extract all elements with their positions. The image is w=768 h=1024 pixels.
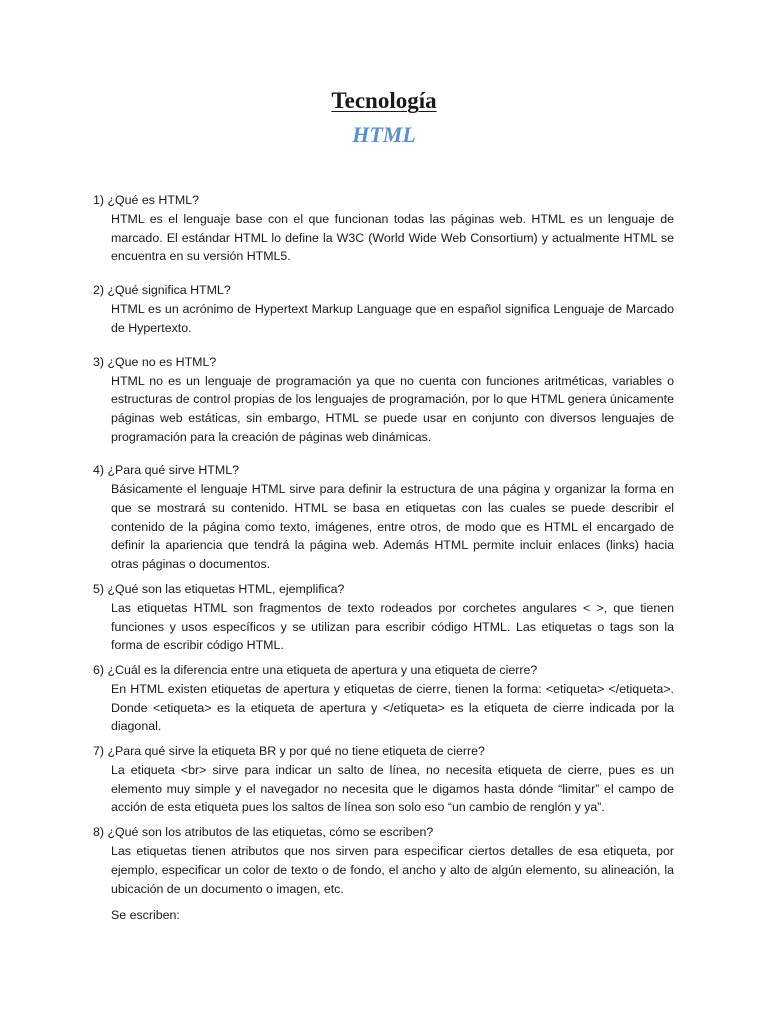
qa-item-1	[93, 191, 674, 266]
question-text: 8) ¿Qué son los atributos de las etiquetas, cómo se escriben?	[93, 825, 434, 840]
answer-text: La etiqueta <br> sirve para indicar un salto de línea, no necesita etiqueta de cierre, pues es un elemento muy simple y el navegador no necesita que le digamos hasta dónde “limitar” el campo de acción de esta etiqueta pues los saltos de línea son solo eso “un cambio de renglón y ya”.	[111, 763, 674, 815]
answer-text: Las etiquetas tienen atributos que nos sirven para especificar ciertos detalles de esa etiqueta, por ejemplo, especificar un color de texto o de fondo, el ancho y alto de algún elemento, su alineación, la ubicación de un documento o imagen, etc.	[111, 844, 674, 896]
question-text: 3) ¿Que no es HTML?	[93, 354, 217, 369]
question-text: 7) ¿Para qué sirve la etiqueta BR y por qué no tiene etiqueta de cierre?	[93, 744, 485, 759]
document-subtitle: HTML	[352, 122, 416, 147]
question-list	[93, 191, 674, 925]
document-title: Tecnología	[331, 88, 437, 113]
question-text: 5) ¿Qué son las etiquetas HTML, ejemplifica?	[93, 581, 345, 596]
qa-item-4	[93, 461, 674, 574]
answer-text: HTML es un acrónimo de Hypertext Markup Language que en español significa Lenguaje de Marcado de Hypertexto.	[111, 302, 674, 335]
qa-item-5	[93, 580, 674, 655]
qa-item-6	[93, 661, 674, 736]
qa-item-2	[93, 281, 674, 337]
qa-item-3	[93, 353, 674, 447]
question-text: 4) ¿Para qué sirve HTML?	[93, 463, 239, 478]
qa-item-7	[93, 742, 674, 817]
question-text: 1) ¿Qué es HTML?	[93, 193, 200, 207]
answer-text: HTML es el lenguaje base con el que funcionan todas las páginas web. HTML es un lenguaje de marcado. El estándar HTML lo define la W3C (World Wide Web Consortium) y actualmente HTML se encuentra en su versión HTML5.	[111, 212, 674, 264]
answer-text: Las etiquetas HTML son fragmentos de texto rodeados por corchetes angulares < >, que tienen funciones y usos específicos y se utilizan para escribir código HTML. Las etiquetas o tags son la forma de escribir código HTML.	[111, 600, 674, 653]
question-text: 2) ¿Qué significa HTML?	[93, 283, 231, 298]
qa-item-8	[93, 823, 674, 925]
answer-text: En HTML existen etiquetas de apertura y etiquetas de cierre, tienen la forma: <etiqueta> </etiqueta>. Donde <etiqueta> es la etiqueta de apertura y </etiqueta> es la etiqueta de cierre indicada por la diagonal.	[111, 681, 674, 734]
answer-extra-text: Se escriben:	[111, 908, 180, 923]
question-text: 6) ¿Cuál es la diferencia entre una etiqueta de apertura y una etiqueta de cierre?	[93, 662, 538, 677]
answer-text: HTML no es un lenguaje de programación ya que no cuenta con funciones aritméticas, variables o estructuras de control propias de los lenguajes de programación, por lo que HTML genera únicamente páginas web estáticas, sin embargo, HTML se puede usar en conjunto con diversos lenguajes de programación para la creación de páginas web dinámicas.	[111, 373, 674, 444]
answer-text: Básicamente el lenguaje HTML sirve para definir la estructura de una página y organizar la forma en que se mostrará su contenido. HTML se basa en etiquetas con las cuales se puede describir el contenido de la página como texto, imágenes, entre otros, de modo que es HTML el encargado de definir la apariencia que tendrá la página web. Además HTML permite incluir enlaces (links) hacia otras páginas o documentos.	[111, 482, 674, 572]
